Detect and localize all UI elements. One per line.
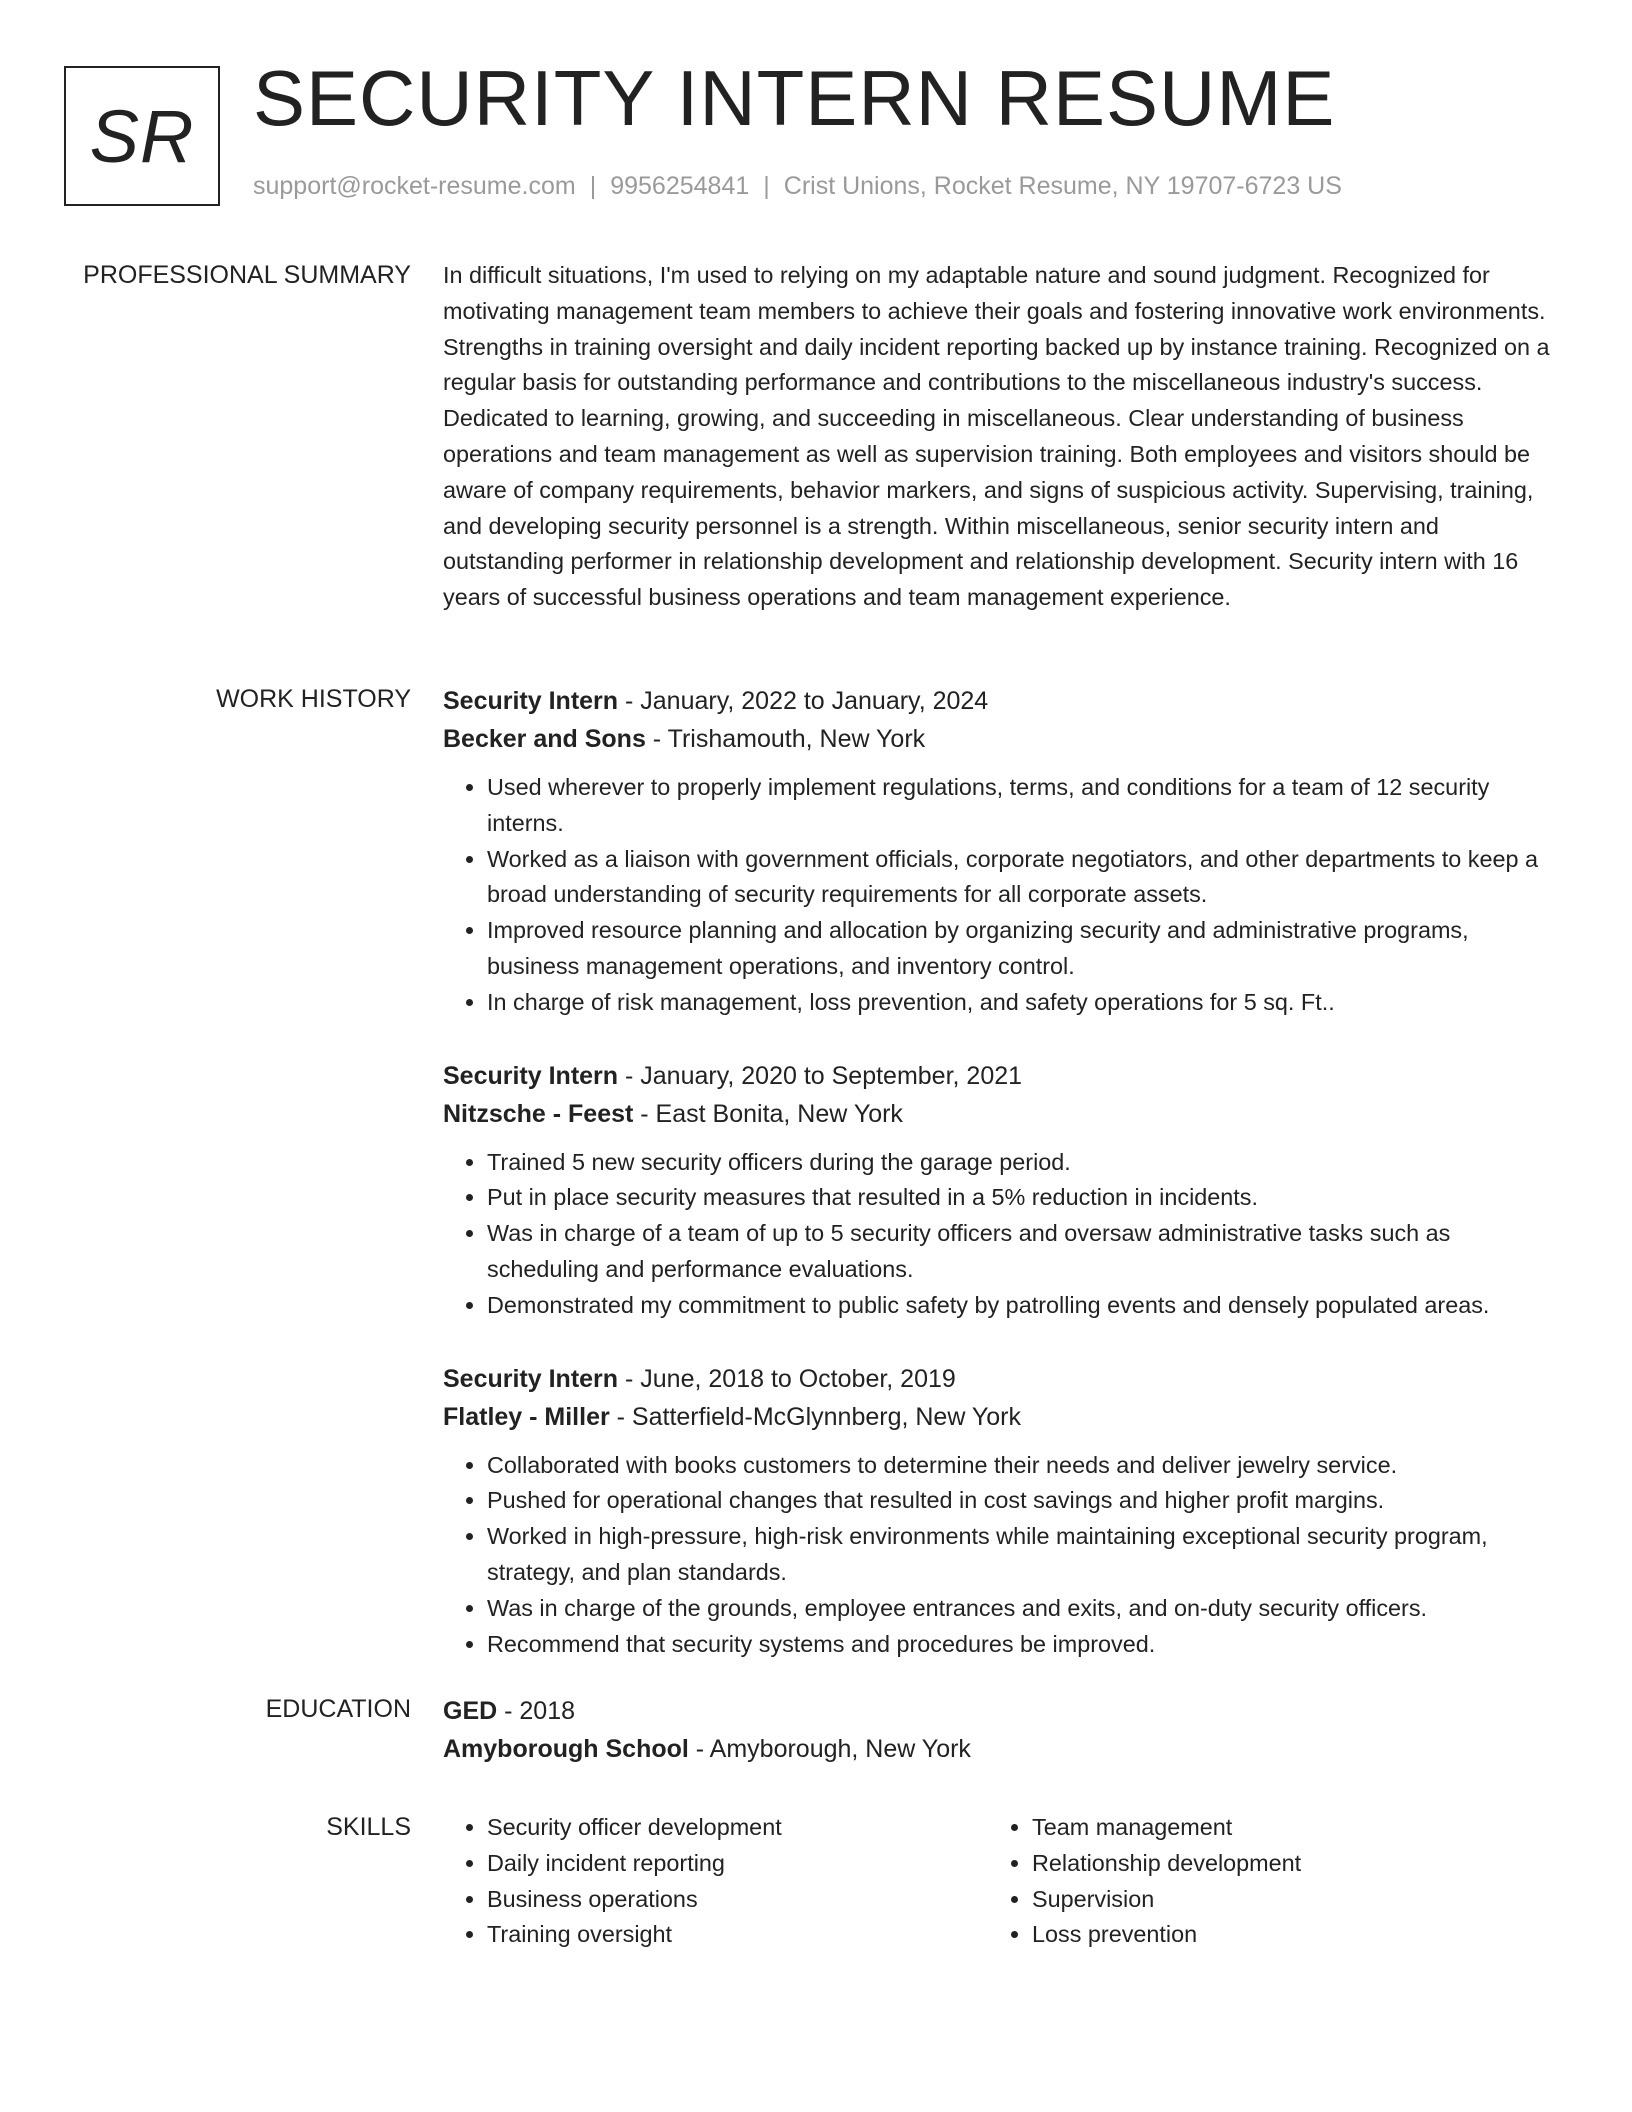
skills-column-left: [443, 1810, 988, 1953]
job-title-line: [443, 1057, 1553, 1095]
job-bullet: • Pushed for operational changes that resulted in cost savings and higher profit margins.: [487, 1483, 1553, 1519]
job-bullets: [443, 1145, 1553, 1324]
job-bullet: • Demonstrated my commitment to public safety by patrolling events and densely populated areas.: [487, 1288, 1553, 1324]
job-bullet: • Improved resource planning and allocation by organizing security and administrative programs, business management operations, and inventory control.: [487, 913, 1553, 985]
skill-item: • Training oversight: [487, 1917, 988, 1953]
skill-item: • Supervision: [1032, 1882, 1533, 1918]
summary-body: [443, 258, 1553, 616]
summary-text: In difficult situations, I'm used to relying on my adaptable nature and sound judgment. Recognized for motivating management team members to achieve their goals and fostering innovative work environments. Strengths in training oversight and daily incident reporting backed up by instance training. Recognized on a regular basis for outstanding performance and contributions to the miscellaneous industry's success. Dedicated to learning, growing, and succeeding in miscellaneous. Clear understanding of business operations and team management as well as supervision training. Both employees and visitors should be aware of company requirements, behavior markers, and signs of suspicious activity. Supervising, training, and developing security personnel is a strength. Within miscellaneous, senior security intern and outstanding performer in relationship development and relationship development. Security intern with 16 years of successful business operations and team management experience.: [443, 262, 1550, 611]
skill-item: • Business operations: [487, 1882, 988, 1918]
job-bullet: • Used wherever to properly implement regulations, terms, and conditions for a team of 12 security interns.: [487, 770, 1553, 842]
section-heading-education: EDUCATION: [265, 1695, 411, 1723]
job-entry: [443, 1360, 1553, 1663]
monogram-box: [64, 66, 220, 206]
job-dates: - June, 2018 to October, 2019: [618, 1364, 956, 1393]
job-bullet: • Was in charge of the grounds, employee entrances and exits, and on-duty security officers.: [487, 1591, 1553, 1627]
education-school: Amyborough School: [443, 1735, 689, 1763]
contact-phone[interactable]: 9956254841: [610, 172, 750, 200]
contact-separator: |: [589, 172, 597, 200]
skills-body: [443, 1810, 1553, 1953]
job-title-line: [443, 682, 1553, 720]
job-bullet: • Recommend that security systems and procedures be improved.: [487, 1627, 1553, 1663]
job-bullets: [443, 770, 1553, 1021]
job-company: Becker and Sons: [443, 725, 646, 753]
job-location: - East Bonita, New York: [633, 1099, 903, 1128]
job-company: Nitzsche - Feest: [443, 1099, 634, 1128]
contact-address: Crist Unions, Rocket Resume, NY 19707-6723 US: [783, 172, 1342, 200]
job-company-line: [443, 720, 1553, 758]
skill-item: • Daily incident reporting: [487, 1846, 988, 1882]
job-bullet: • In charge of risk management, loss prevention, and safety operations for 5 sq. Ft..: [487, 985, 1553, 1021]
contact-line: [253, 172, 1342, 201]
job-entry: [443, 1057, 1553, 1324]
skills-columns: [443, 1810, 1553, 1953]
job-bullet: • Worked in high-pressure, high-risk environments while maintaining exceptional security program, strategy, and plan standards.: [487, 1519, 1553, 1591]
skill-item: • Team management: [1032, 1810, 1533, 1846]
job-bullet: • Collaborated with books customers to determine their needs and deliver jewelry service.: [487, 1448, 1553, 1484]
resume-title: SECURITY INTERN RESUME: [253, 54, 1336, 142]
work-history-body: [443, 682, 1553, 1698]
job-entry: [443, 682, 1553, 1021]
education-school-line: [443, 1730, 1553, 1768]
job-dates: - January, 2022 to January, 2024: [618, 687, 989, 715]
skills-column-right: [988, 1810, 1533, 1953]
job-company-line: [443, 1095, 1553, 1133]
job-location: - Trishamouth, New York: [645, 725, 926, 753]
job-bullet: • Put in place security measures that resulted in a 5% reduction in incidents.: [487, 1180, 1553, 1216]
job-dates: - January, 2020 to September, 2021: [618, 1061, 1023, 1090]
job-bullets: [443, 1448, 1553, 1663]
skill-item: • Loss prevention: [1032, 1917, 1533, 1953]
education-location: - Amyborough, New York: [688, 1735, 971, 1763]
contact-separator: |: [763, 172, 770, 200]
job-title-line: [443, 1360, 1553, 1398]
job-bullet: • Trained 5 new security officers during the garage period.: [487, 1145, 1553, 1181]
section-heading-summary: PROFESSIONAL SUMMARY: [83, 261, 411, 289]
education-year: - 2018: [497, 1697, 576, 1725]
skill-item: • Relationship development: [1032, 1846, 1533, 1882]
contact-email[interactable]: support@rocket-resume.com: [253, 172, 576, 200]
section-heading-skills: SKILLS: [326, 1813, 411, 1841]
job-title: Security Intern: [443, 1061, 619, 1090]
job-title: Security Intern: [443, 687, 619, 715]
job-company: Flatley - Miller: [443, 1402, 610, 1431]
section-heading-work-history: WORK HISTORY: [216, 685, 411, 713]
job-location: - Satterfield-McGlynnberg, New York: [609, 1402, 1021, 1431]
monogram-initials: SR: [89, 94, 195, 178]
job-title: Security Intern: [443, 1364, 619, 1393]
job-bullet: • Worked as a liaison with government officials, corporate negotiators, and other departments to keep a broad understanding of security requirements for all corporate assets.: [487, 842, 1553, 914]
job-bullet: • Was in charge of a team of up to 5 security officers and oversaw administrative tasks such as scheduling and performance evaluations.: [487, 1216, 1553, 1288]
job-company-line: [443, 1398, 1553, 1436]
education-body: [443, 1692, 1553, 1768]
education-degree: GED: [443, 1697, 498, 1725]
education-degree-line: [443, 1692, 1553, 1730]
skill-item: • Security officer development: [487, 1810, 988, 1846]
